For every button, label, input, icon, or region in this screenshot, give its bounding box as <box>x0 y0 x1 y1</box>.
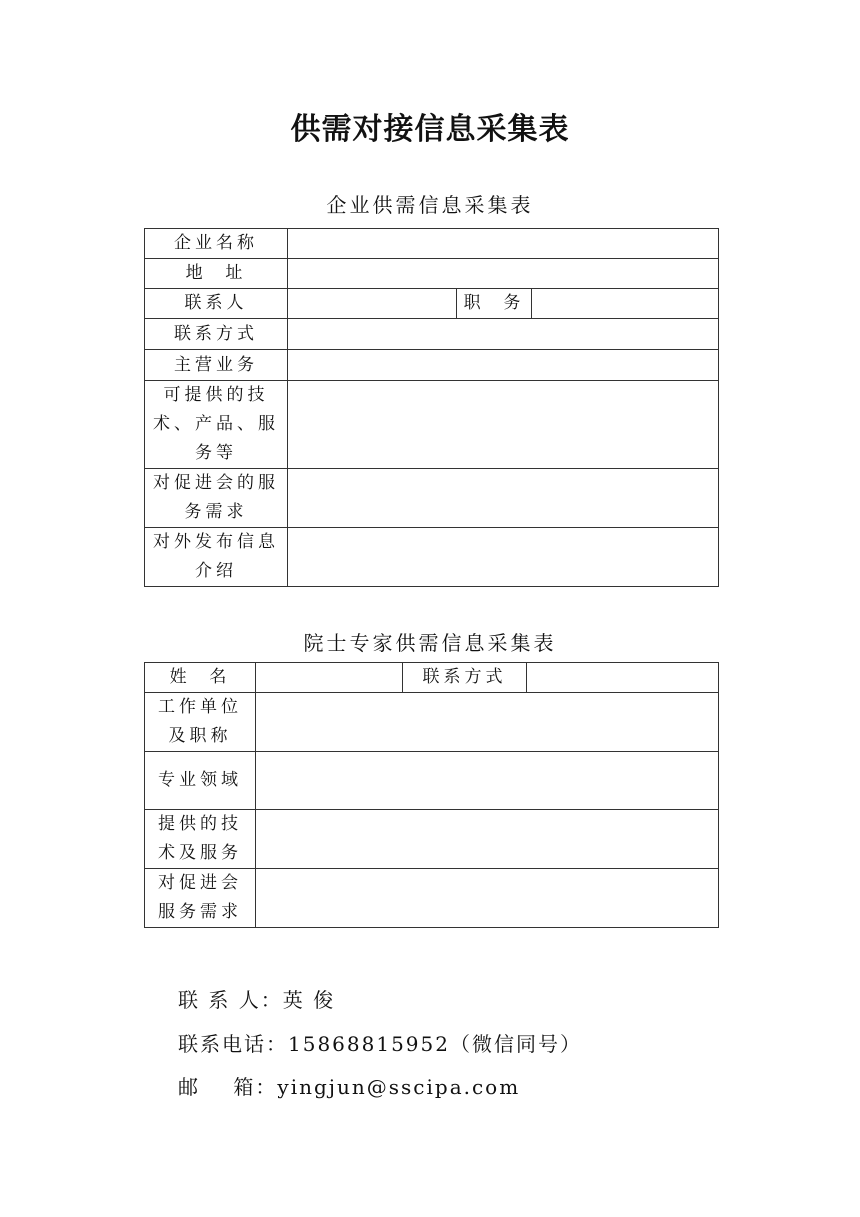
position-label: 职 务 <box>457 289 532 319</box>
enterprise-name-field[interactable] <box>288 229 719 259</box>
public-info-field[interactable] <box>288 528 719 587</box>
expert-contact-method-field[interactable] <box>527 663 719 693</box>
main-business-field[interactable] <box>288 350 719 381</box>
expert-service-needs-label: 对促进会服务需求 <box>145 869 256 928</box>
service-needs-label: 对促进会的服务需求 <box>145 469 288 528</box>
expert-service-needs-field[interactable] <box>256 869 719 928</box>
workplace-label: 工作单位及职称 <box>145 693 256 752</box>
contact-person-label: 联系人 <box>145 289 288 319</box>
expert-offerings-label: 提供的技术及服务 <box>145 810 256 869</box>
offerings-field[interactable] <box>288 381 719 469</box>
contact-person-line: 联 系 人：英 俊 <box>178 988 336 1012</box>
contact-person-field[interactable] <box>288 289 457 319</box>
public-info-label: 对外发布信息介绍 <box>145 528 288 587</box>
expert-form-heading: 院士专家供需信息采集表 <box>303 631 557 655</box>
offerings-label: 可提供的技术、产品、服务等 <box>145 381 288 469</box>
contact-email-line: 邮 箱：yingjun@sscipa.com <box>178 1075 521 1099</box>
enterprise-contact-method-label: 联系方式 <box>145 319 288 350</box>
expert-name-label: 姓 名 <box>145 663 256 693</box>
address-field[interactable] <box>288 259 719 289</box>
expert-offerings-field[interactable] <box>256 810 719 869</box>
enterprise-name-label: 企业名称 <box>145 229 288 259</box>
field-label: 专业领域 <box>145 752 256 810</box>
position-field[interactable] <box>532 289 719 319</box>
workplace-field[interactable] <box>256 693 719 752</box>
enterprise-contact-method-field[interactable] <box>288 319 719 350</box>
service-needs-field[interactable] <box>288 469 719 528</box>
expert-name-field[interactable] <box>256 663 403 693</box>
expert-contact-method-label: 联系方式 <box>403 663 527 693</box>
enterprise-form-heading: 企业供需信息采集表 <box>326 193 534 217</box>
address-label: 地 址 <box>145 259 288 289</box>
page-title: 供需对接信息采集表 <box>290 112 570 147</box>
main-business-label: 主营业务 <box>145 350 288 381</box>
enterprise-form-table <box>144 228 719 587</box>
contact-phone-line: 联系电话：15868815952（微信同号） <box>178 1032 582 1056</box>
expert-form-table <box>144 662 719 928</box>
field-field[interactable] <box>256 752 719 810</box>
